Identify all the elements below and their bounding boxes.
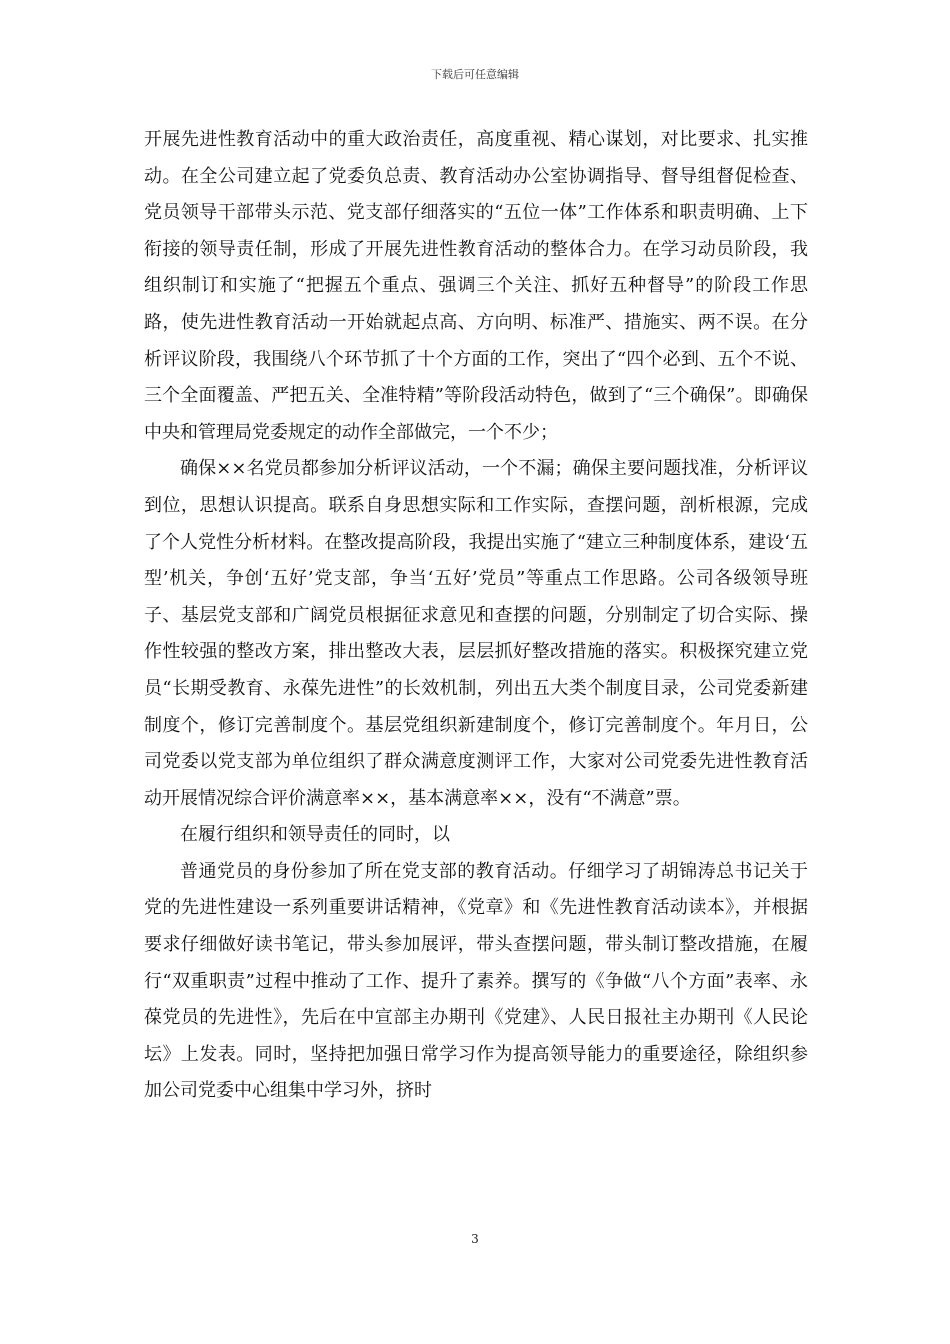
page-header: 下载后可任意编辑: [431, 68, 519, 81]
paragraph-3: 在履行组织和领导责任的同时，以: [180, 824, 450, 846]
paragraph-2: 确保××名党员都参加分析评议活动，一个不漏；确保主要问题找准，分析评议到位，思想认识提高。联系自身思想实际和工作实际，查摆问题，剖析根源，完成了个人党性分析材料。在整改提高阶段，我提出实施了“建立三种制度体系，建设‘五型’机关，争创‘五好’党支部，争当‘五好’党员”等重点工作思路。公司各级领导班子、基层党支部和广阔党员根据征求意见和查摆的问题，分别制定了切合实际、操作性较强的整改方案，排出整改大表，层层抓好整改措施的落实。积极探究建立党员“长期受教育、永葆先进性”的长效机制，列出五大类个制度目录，公司党委新建制度个，修订完善制度个。基层党组织新建制度个，修订完善制度个。年月日，公司党委以党支部为单位组织了群众满意度测评工作，大家对公司党委先进性教育活动开展情况综合评价满意率××，基本满意率××，没有“不满意”票。: [144, 458, 808, 809]
document-body: [144, 122, 808, 1110]
paragraph-1: 开展先进性教育活动中的重大政治责任，高度重视、精心谋划，对比要求、扎实推动。在全公司建立起了党委负总责、教育活动办公室协调指导、督导组督促检查、党员领导干部带头示范、党支部仔细落实的“五位一体”工作体系和职责明确、上下衔接的领导责任制，形成了开展先进性教育活动的整体合力。在学习动员阶段，我组织制订和实施了“把握五个重点、强调三个关注、抓好五种督导”的阶段工作思路，使先进性教育活动一开始就起点高、方向明、标准严、措施实、两不误。在分析评议阶段，我围绕八个环节抓了十个方面的工作，突出了“四个必到、五个不说、三个全面覆盖、严把五关、全准特精”等阶段活动特色，做到了“三个确保”。即确保中央和管理局党委规定的动作全部做完，一个不少；: [144, 129, 808, 443]
paragraph-4: 普通党员的身份参加了所在党支部的教育活动。仔细学习了胡锦涛总书记关于党的先进性建设一系列重要讲话精神，《党章》和《先进性教育活动读本》，并根据要求仔细做好读书笔记，带头参加展评，带头查摆问题，带头制订整改措施，在履行“双重职责”过程中推动了工作、提升了素养。撰写的《争做“八个方面”表率、永葆党员的先进性》，先后在中宣部主办期刊《党建》、人民日报社主办期刊《人民论坛》上发表。同时，坚持把加强日常学习作为提高领导能力的重要途径，除组织参加公司党委中心组集中学习外，挤时: [144, 860, 808, 1102]
page-number: 3: [471, 1232, 479, 1246]
